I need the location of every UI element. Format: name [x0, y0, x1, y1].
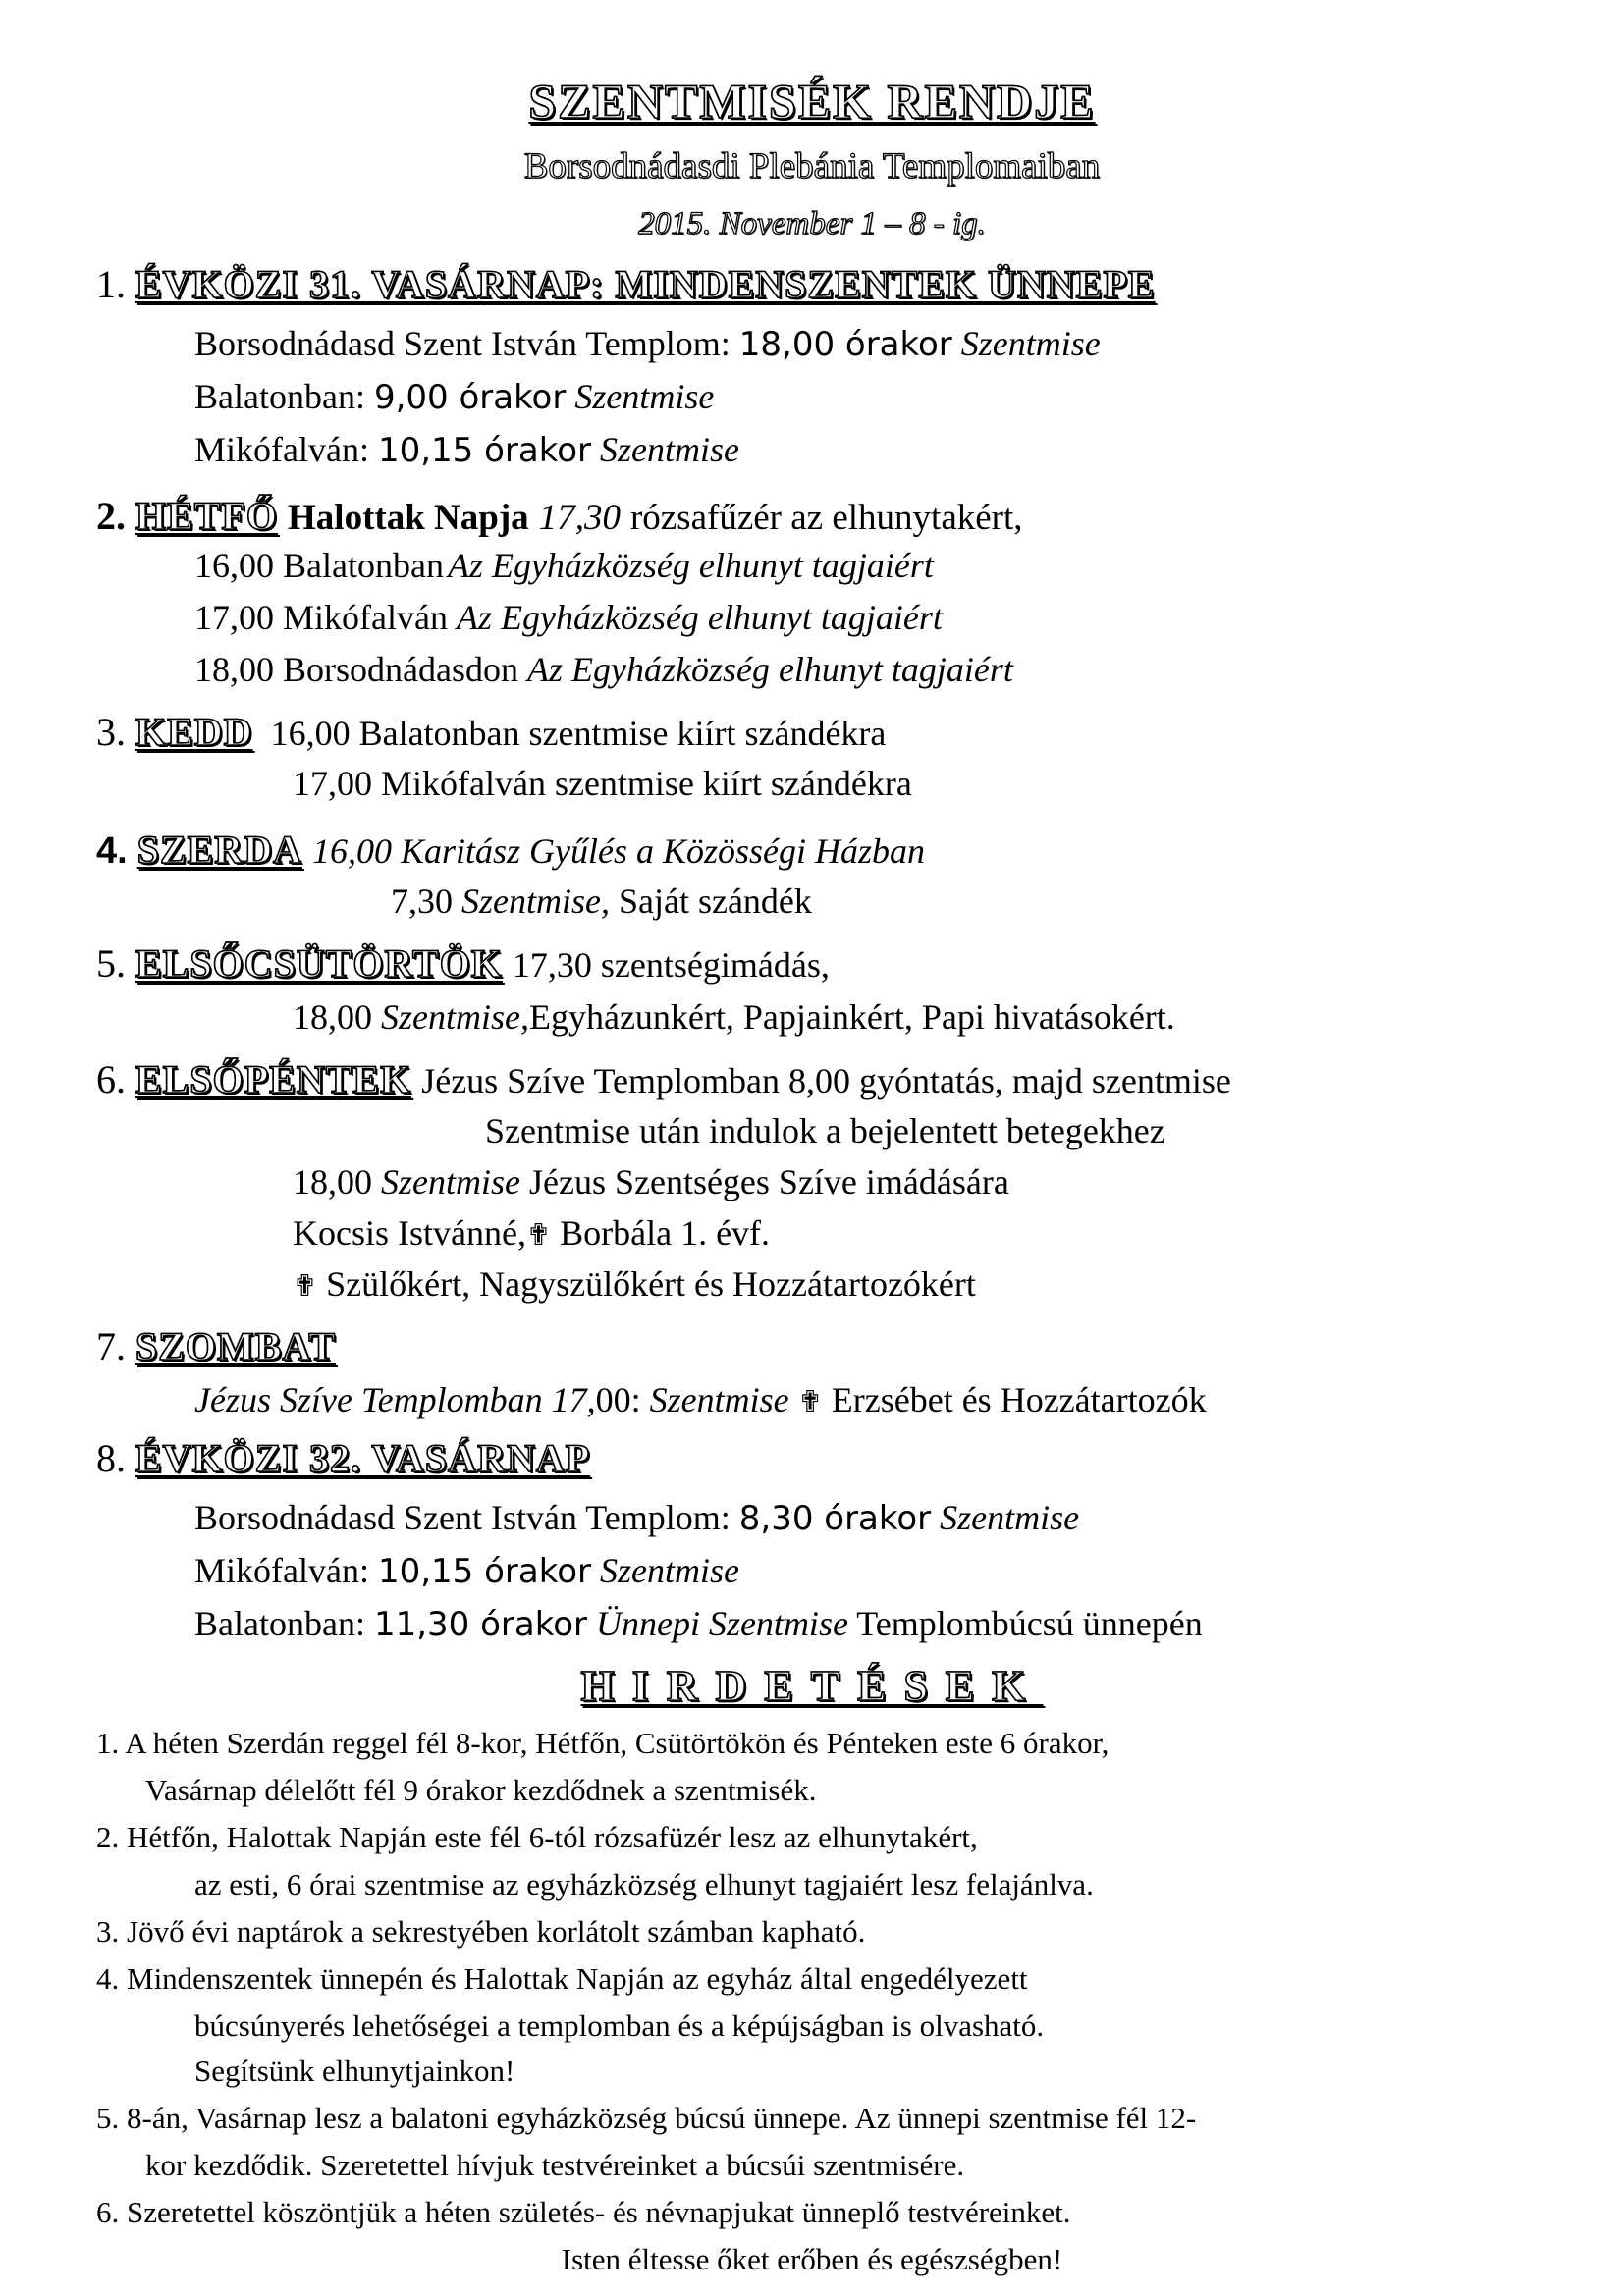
description: 17,30 szentségimádás,	[512, 945, 830, 985]
cross-icon: ✟	[525, 1218, 552, 1253]
announcement-line: Vasárnap délelőtt fél 9 órakor kezdődnek a szentmisék.	[145, 1773, 817, 1807]
intention-name: Kocsis Istvánné,	[293, 1213, 526, 1253]
schedule-line	[293, 1164, 1009, 1200]
item-number: 7.	[96, 1324, 126, 1368]
day-name: ELSŐPÉNTEK	[135, 1057, 412, 1101]
schedule-line	[194, 548, 934, 583]
schedule-line	[293, 766, 912, 801]
description: 16,00 Karitász Gyűlés a Közösségi Házban	[311, 831, 926, 871]
note: Szentmise	[381, 1162, 520, 1201]
note: Szentmise,	[461, 881, 610, 921]
schedule-item-4-heading	[96, 830, 925, 870]
description: Jézus Szíve Templomban 8,00 gyóntatás, majd szentmise	[421, 1061, 1231, 1100]
schedule-item-7-heading	[96, 1324, 337, 1368]
schedule-line	[391, 883, 812, 919]
announcement-line: 2. Hétfőn, Halottak Napján este fél 6-tól rózsafüzér lesz az elhunytakért,	[96, 1820, 978, 1854]
schedule-line	[194, 652, 1013, 687]
announcements-heading: HIRDETÉSEK	[580, 1662, 1044, 1710]
description: rózsafűzér az elhunytakért,	[629, 498, 1023, 538]
schedule-line	[194, 600, 943, 635]
day-name: ELSŐCSÜTÖRTÖK	[135, 941, 503, 986]
item-number: 1.	[96, 262, 126, 306]
note: Szentmise	[599, 430, 739, 469]
announcement-line: 6. Szeretettel köszöntjük a héten születés- és névnapjukat ünneplő testvéreinket.	[96, 2195, 1071, 2229]
time: 17,00	[194, 598, 274, 637]
time: 9,00 órakor	[373, 378, 567, 417]
schedule-line	[194, 430, 739, 470]
item-number: 6.	[96, 1057, 126, 1101]
announcement-line: az esti, 6 órai szentmise az egyházközség elhunyt tagjaiért lesz felajánlva.	[194, 1867, 1094, 1901]
schedule-item-8-heading	[96, 1436, 591, 1480]
intention: Szülőkért, Nagyszülőkért és Hozzátartozókért	[326, 1264, 976, 1304]
place: Jézus Szíve Templomban 17,	[194, 1380, 596, 1419]
place: Borsodnádasd Szent István Templom:	[194, 1498, 731, 1537]
day-name: KEDD	[135, 710, 253, 754]
description: Templombúcsú ünnepén	[856, 1604, 1203, 1643]
closing-blessing: Isten éltesse őket erőben és egészségben!	[561, 2242, 1063, 2276]
day-name: ÉVKÖZI 31. VASÁRNAP: MINDENSZENTEK ÜNNEPE	[135, 262, 1156, 306]
holiday-name: Halottak Napja	[288, 498, 529, 538]
time: 18,00	[293, 997, 372, 1037]
note: Az Egyházközség elhunyt tagjaiért	[447, 546, 934, 585]
time: 10,15 órakor	[377, 1552, 591, 1591]
description: Szentmise után indulok a bejelentett betegekhez	[485, 1111, 1165, 1150]
note: Szentmise	[960, 324, 1101, 363]
place: Borsodnádasd Szent István Templom:	[194, 324, 731, 363]
note: Szentmise	[599, 1551, 739, 1590]
place: Balatonban:	[194, 377, 365, 416]
time: 16,00	[194, 546, 274, 585]
note: Szentmise	[649, 1380, 789, 1419]
description: 16,00 Balatonban szentmise kiírt szándékra	[270, 714, 887, 753]
page-title: SZENTMISÉK RENDJE	[528, 74, 1096, 129]
note: Az Egyházközség elhunyt tagjaiért	[456, 598, 943, 637]
intention: Erzsébet és Hozzátartozók	[831, 1380, 1207, 1419]
announcement-line: búcsúnyerés lehetőségei a templomban és a képújságban is olvasható.	[194, 2008, 1045, 2043]
description: Egyházunkért, Papjainkért, Papi hivatásokért.	[528, 997, 1175, 1037]
cross-icon: ✟	[797, 1385, 823, 1419]
schedule-line	[194, 1498, 1080, 1538]
note: Szentmise	[574, 377, 715, 416]
time: 8,30 órakor	[738, 1499, 932, 1538]
cross-icon: ✟	[293, 1269, 318, 1304]
schedule-item-6-heading	[96, 1057, 1231, 1101]
item-number: 8.	[96, 1436, 126, 1480]
schedule-line	[293, 1266, 976, 1302]
day-name: SZOMBAT	[135, 1324, 337, 1368]
place: Mikófalván:	[194, 1551, 369, 1590]
description: Saját szándék	[618, 881, 812, 921]
schedule-line	[194, 377, 715, 417]
item-number: 4.	[96, 830, 128, 872]
item-number: 2.	[96, 494, 126, 538]
schedule-item-3-heading	[96, 710, 887, 754]
schedule-item-5-heading	[96, 941, 830, 986]
schedule-item-1-heading	[96, 262, 1156, 306]
day-name: HÉTFŐ	[135, 494, 279, 538]
note: Szentmise	[940, 1498, 1080, 1537]
schedule-line	[194, 324, 1101, 364]
time: 10,15 órakor	[377, 431, 591, 470]
time: 18,00	[293, 1162, 372, 1201]
schedule-line	[194, 1551, 739, 1591]
note: Az Egyházközség elhunyt tagjaiért	[526, 650, 1013, 689]
day-name: ÉVKÖZI 32. VASÁRNAP	[135, 1436, 591, 1480]
schedule-line	[293, 999, 1175, 1035]
announcement-line: 3. Jövő évi naptárok a sekrestyében korlátolt számban kapható.	[96, 1914, 866, 1949]
time: 00:	[595, 1380, 641, 1419]
schedule-line	[194, 1382, 1207, 1417]
announcement-line: kor kezdődik. Szeretettel hívjuk testvéreinket a búcsúi szentmisére.	[145, 2148, 965, 2182]
place: Borsodnádasdon	[283, 650, 518, 689]
item-number: 5.	[96, 941, 126, 986]
time: 18,00	[194, 650, 274, 689]
announcement-line: 5. 8-án, Vasárnap lesz a balatoni egyházközség búcsú ünnepe. Az ünnepi szentmise fél 12-	[96, 2101, 1197, 2135]
note: Szentmise,	[381, 997, 529, 1037]
announcement-line: Segítsünk elhunytjainkon!	[194, 2054, 515, 2088]
item-number: 3.	[96, 710, 126, 754]
place: Mikófalván:	[194, 430, 369, 469]
description: Jézus Szentséges Szíve imádására	[528, 1162, 1009, 1201]
schedule-item-2-heading	[96, 494, 1023, 538]
place: Mikófalván	[283, 598, 448, 637]
intention-name: Borbála 1. évf.	[560, 1213, 771, 1253]
schedule-line	[485, 1113, 1165, 1148]
time: 18,00 órakor	[738, 325, 952, 364]
schedule-line	[194, 1604, 1203, 1644]
place: Balatonban:	[194, 1604, 365, 1643]
page-subtitle: Borsodnádasdi Plebánia Templomaiban	[523, 146, 1101, 187]
time: 17,30	[538, 498, 621, 538]
announcement-line: 4. Mindenszentek ünnepén és Halottak Napján az egyház által engedélyezett	[96, 1961, 1028, 1996]
time: 7,30	[391, 881, 453, 921]
description: 17,00 Mikófalván szentmise kiírt szándékra	[293, 764, 912, 803]
date-range: 2015. November 1 – 8 - ig.	[638, 206, 986, 241]
announcement-line: 1. A héten Szerdán reggel fél 8-kor, Hétfőn, Csütörtökön és Pénteken este 6 órakor,	[96, 1726, 1110, 1760]
time: 11,30 órakor	[373, 1605, 587, 1644]
note: Ünnepi Szentmise	[595, 1604, 848, 1643]
day-name: SZERDA	[136, 828, 302, 872]
schedule-line	[293, 1215, 770, 1251]
place: Balatonban	[283, 546, 444, 585]
